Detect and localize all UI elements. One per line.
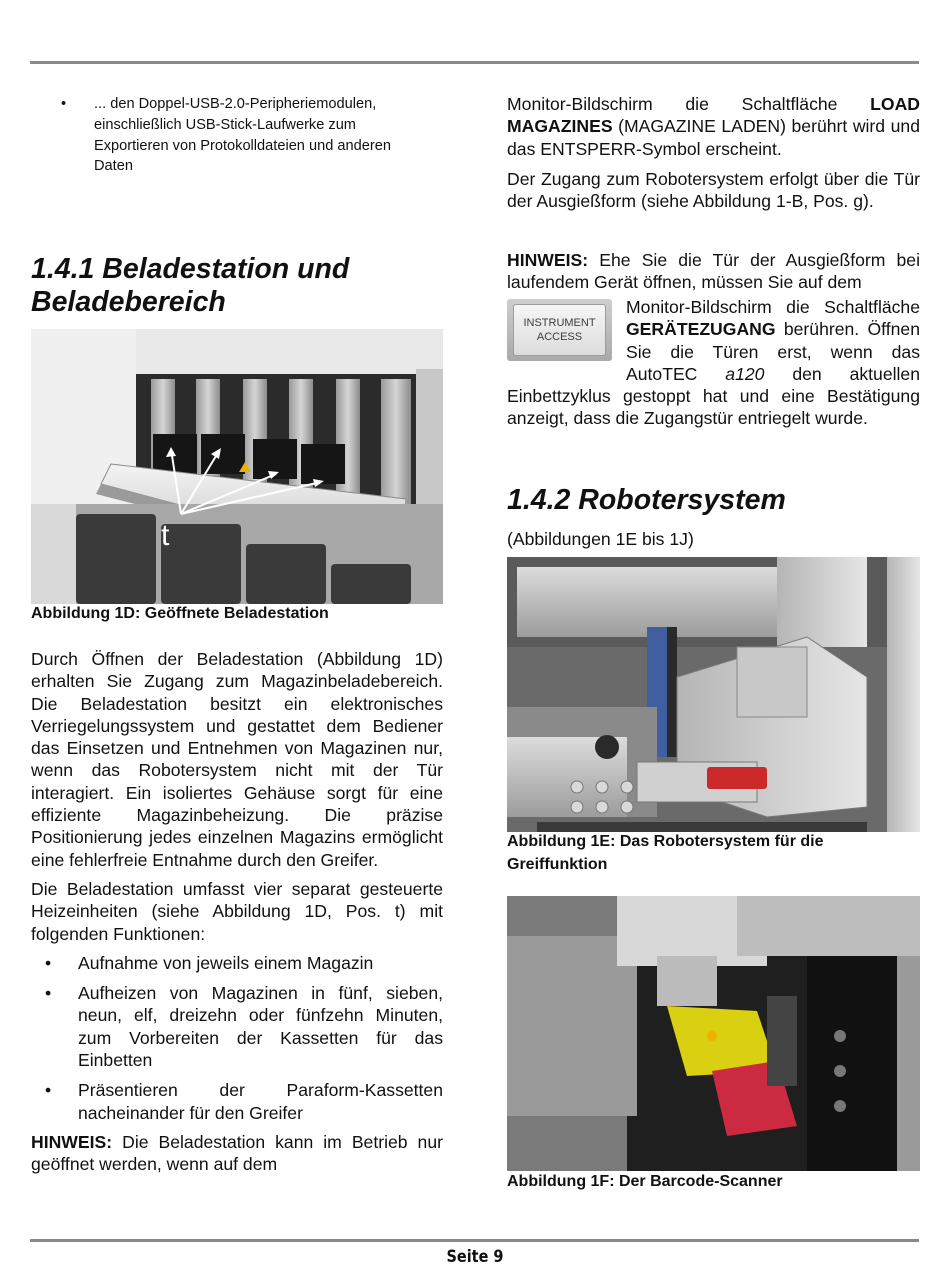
footer-rule (30, 1239, 919, 1242)
caption-figure-1f: Abbildung 1F: Der Barcode-Scanner (507, 1173, 783, 1190)
right-body (507, 93, 920, 212)
figures-reference: (Abbildungen 1E bis 1J) (507, 529, 694, 549)
model-name: a120 (725, 363, 765, 384)
list-item: • Aufheizen von Magazinen in fünf, sieben, neun, elf, dreizehn oder fünfzehn Minuten, zum Vorbereiten der Kassetten für das Einbetten (45, 983, 443, 1071)
figure-1d-loading-station (31, 329, 443, 604)
gerätezugang-term: GERÄTEZUGANG (626, 319, 776, 340)
heading-1-4-2: 1.4.2 Robotersystem (507, 484, 786, 516)
caption-figure-1d: Abbildung 1D: Geöffnete Beladestation (31, 605, 329, 622)
list-item: • Präsentieren der Paraform-Kassetten nacheinander für den Greifer (45, 1080, 443, 1123)
instrument-access-label: INSTRUMENT ACCESS (513, 304, 606, 356)
page-number: Seite 9 (446, 1247, 504, 1267)
instrument-access-button (507, 299, 612, 361)
usb-bullet-text: ... den Doppel-USB-2.0-Peripheriemodulen, einschließlich USB-Stick-Laufwerke zum Exportieren von Protokolldateien und anderen Daten (94, 96, 391, 175)
usb-bullet (61, 94, 424, 177)
note-with-button (507, 249, 920, 294)
para-load-magazines: Monitor-Bildschirm die Schaltfläche LOAD MAGAZINES (MAGAZINE LADEN) berührt wird und das ENTSPERR-Symbol erscheint. (507, 94, 920, 159)
para-robot-access: Der Zugang zum Robotersystem erfolgt über die Tür der Ausgießform (siehe Abbildung 1-B, Pos. g). (507, 168, 920, 212)
bullet-icon: • (61, 96, 67, 112)
load-magazines-term: LOAD MAGAZINES (507, 94, 920, 137)
note-body (507, 296, 920, 430)
bullet-icon: • (45, 1080, 52, 1101)
function-list (31, 952, 443, 1124)
note-text: Die Beladestation kann im Betrieb nur geöffnet werden, wenn auf dem (31, 1131, 443, 1175)
header-rule (30, 61, 919, 64)
loading-station-photo (31, 329, 443, 604)
barcode-scanner-photo (507, 896, 920, 1171)
note-label: HINWEIS: (507, 250, 589, 270)
heading-1-4-1: 1.4.1 Beladestation und Beladebereich (31, 253, 350, 318)
note-text-a-cont: Monitor-Bildschirm die Schaltfläche (626, 297, 920, 317)
left-body (31, 648, 443, 1176)
para-heating-units: Die Beladestation umfasst vier separat gesteuerte Heizeinheiten (siehe Abbildung 1D, Pos. t) mit folgenden Funktionen: (31, 878, 443, 944)
robot-system-photo (507, 557, 920, 832)
figure-1e-robot-system (507, 557, 920, 832)
note-text-b: berühren. Öffnen Sie die Türen erst, wenn das AutoTEC (626, 319, 920, 384)
bullet-icon: • (45, 952, 52, 973)
position-label-t: t (161, 519, 170, 552)
caption-figure-1e: Abbildung 1E: Das Robotersystem für die Greiffunktion (507, 833, 824, 873)
note-label: HINWEIS: (31, 1131, 113, 1152)
figure-1f-barcode-scanner (507, 896, 920, 1171)
bullet-icon: • (45, 983, 52, 1004)
note-text-a: Ehe Sie die Tür der Ausgießform bei laufendem Gerät öffnen, müssen Sie auf dem (507, 250, 920, 293)
note-loading-station (31, 1131, 443, 1176)
para-loading-station: Durch Öffnen der Beladestation (Abbildung 1D) erhalten Sie Zugang zum Magazinbeladebereich. Die Beladestation besitzt ein elektronisches Verriegelungssystem und gestattet dem Bediener das Einsetzen und Entnehmen von Magazinen nur, wenn das Robotersystem nicht mit der Tür interagiert. Ein isoliertes Gehäuse sorgt für eine effiziente Magazinbeheizung. Die präzise Positionierung jedes einzelnen Magazins ermöglicht eine fehlerfreie Entnahme durch den Greifer. (31, 649, 443, 870)
note-text-c: den aktuellen Einbettzyklus gestoppt hat und eine Bestätigung anzeigt, dass die Zugangstür entriegelt wurde. (507, 363, 920, 429)
list-item: • Aufnahme von jeweils einem Magazin (45, 952, 374, 973)
